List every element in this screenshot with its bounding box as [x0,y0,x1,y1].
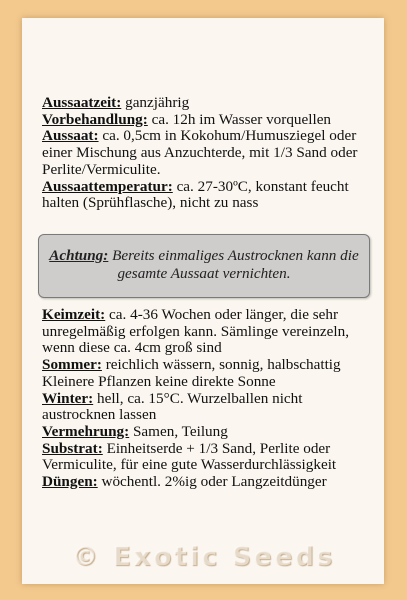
entry-summer: Sommer: reichlich wässern, sonnig, halbschattig Kleinere Pflanzen keine direkte Sonne [42,356,341,390]
copyright-watermark: © Exotic Seeds [71,542,336,572]
entry-substrate: Substrat: Einheitserde + 1/3 Sand, Perlite oder Vermiculite, für eine gute Wasserdurchlässigkeit [42,439,337,474]
warning-label: Achtung: [49,247,109,264]
entry-fertilizing: Düngen: wöchentl. 2%ig oder Langzeitdünger [42,473,327,491]
entry-sowing-temperature: Aussaattemperatur: ca. 27-30ºC, konstant feucht halten (Sprühflasche), nicht zu nass [42,177,349,212]
entry-germination: Keimzeit: ca. 4-36 Wochen oder länger, die sehr unregelmäßig erfolgen kann. Sämlinge vereinzeln, wenn diese ca. 4cm groß sind [42,306,350,357]
entry-winter: Winter: hell, ca. 15°C. Wurzelballen nicht austrocknen lassen [42,389,303,424]
entry-pretreatment: Vorbehandlung: ca. 12h im Wasser vorquellen [42,110,332,128]
care-section-1 [42,95,372,212]
warning-text: Bereits einmaliges Austrocknen kann die gesamte Aussaat vernichten. [108,247,359,282]
entry-propagation: Vermehrung: Samen, Teilung [42,422,228,440]
entry-sowing: Aussaat: ca. 0,5cm in Kokohum/Humusziegel oder einer Mischung aus Anzuchterde, mit 1/3 Sand oder Perlite/Vermiculite. [42,127,358,178]
care-section-2 [42,307,372,491]
warning-box [38,234,370,298]
entry-sowing-time: Aussaatzeit: ganzjährig [42,94,190,111]
